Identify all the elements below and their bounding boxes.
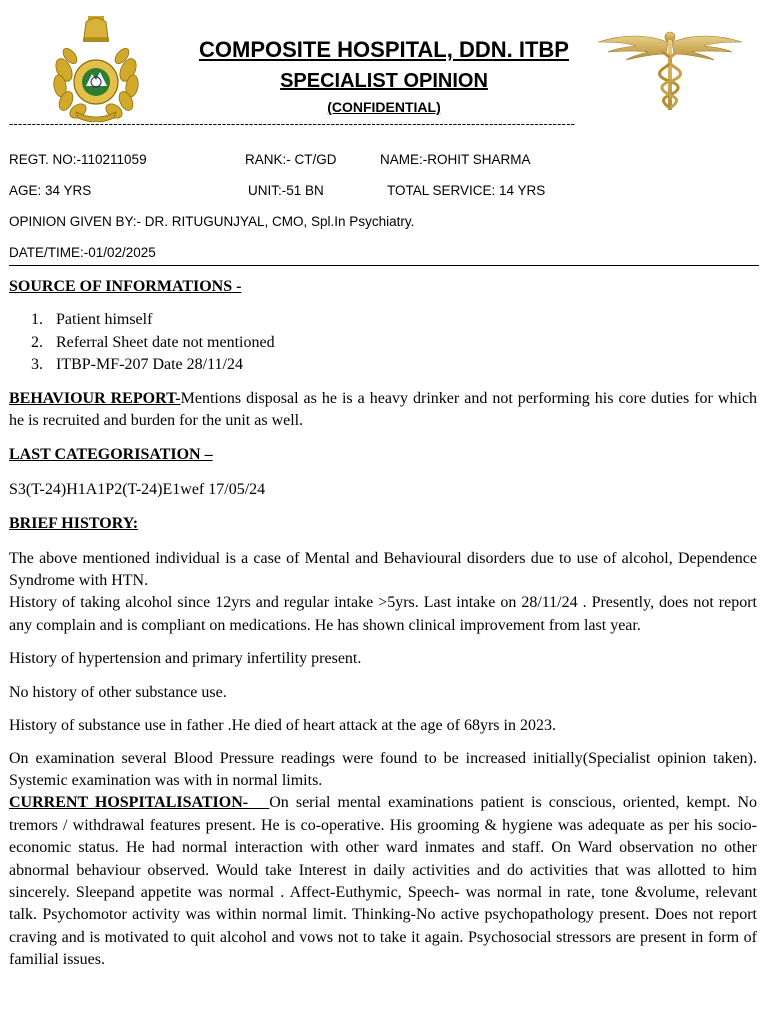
categorisation-heading-line [9,444,757,466]
regt-no: REGT. NO:-110211059 [9,152,147,167]
list-item: 1. Patient himself [31,311,153,329]
categorisation-text: S3(T-24)H1A1P2(T-24)E1wef 17/05/24 [9,480,266,498]
source-section [9,276,757,298]
history-para-1: The above mentioned individual is a case of Mental and Behavioural disorders due to use of alcohol, Dependence Syndrome with HTN. [9,549,757,590]
history-para-4: No history of other substance use. [9,683,227,701]
history-heading: BRIEF HISTORY: [9,515,139,533]
history-para-6: On examination several Blood Pressure readings were found to be increased initially(Specialist opinion taken). Systemic examination was with in normal limits. [9,749,757,789]
list-item: 2. Referral Sheet date not mentioned [31,333,275,351]
source-list [9,309,757,376]
behaviour-section [9,388,757,433]
age: AGE: 34 YRS [9,183,92,198]
history-para-2: History of taking alcohol since 12yrs and regular intake >5yrs. Last intake on 28/11/24 . Presently, does not report any complain and is compliant on medications. He has shown clinical improvement from last year. [9,594,757,634]
hospitalisation-heading: CURRENT HOSPITALISATION- [9,794,270,812]
source-heading: SOURCE OF INFORMATIONS - [9,278,242,295]
document-title: SPECIALIST OPINION [280,70,488,92]
opinion-given-by: OPINION GIVEN BY:- DR. RITUGUNJYAL, CMO, Spl.In Psychiatry. [9,214,415,229]
header-rule [9,265,759,266]
hospital-title: COMPOSITE HOSPITAL, DDN. ITBP [199,37,569,62]
unit: UNIT:-51 BN [248,183,324,198]
categorisation-heading: LAST CATEGORISATION – [9,446,213,464]
hospitalisation-text: On serial mental examinations patient is conscious, oriented, kempt. No tremors / withdrawal features present. He is co-operative. His grooming & hygiene was adequate as per his socio-economic status. He had normal interaction with other ward inmates and staff. On Ward observation no other abnormal behaviour observed. Would take Interest in daily activities and do activities that was allotted to him sincerely. Sleepand appetite was normal . Affect-Euthymic, Speech- was normal in rate, tone &volume, relevant talk. Psychomotor activity was within normal limit. Thinking-No active psychopathology present. Does not report craving and is motivated to quit alcohol and vows not to take it again. Psychosocial stressors are present in form of familial issues. [9,794,757,969]
report-body [9,276,757,972]
list-item: 3. ITBP-MF-207 Date 28/11/24 [31,356,243,374]
behaviour-text: Mentions disposal as he is a heavy drinker and not performing his core duties for which he is recruited and burden for the unit as well. [9,389,758,430]
total-service: TOTAL SERVICE: 14 YRS [387,183,546,198]
rank: RANK:- CT/GD [245,152,337,167]
history-para-3: History of hypertension and primary infertility present. [9,650,362,668]
history-para-5: History of substance use in father .He died of heart attack at the age of 68yrs in 2023. [9,717,556,735]
history-heading-line [9,513,757,535]
behaviour-heading: BEHAVIOUR REPORT- [9,389,181,407]
hospitalisation-section [9,792,757,971]
date-time: DATE/TIME:-01/02/2025 [9,245,156,260]
patient-name: NAME:-ROHIT SHARMA [380,152,531,167]
dashed-separator: ----------------------------------------------------------------------------------------------------------------------------- [9,116,576,131]
confidential-label: (CONFIDENTIAL) [327,99,441,115]
